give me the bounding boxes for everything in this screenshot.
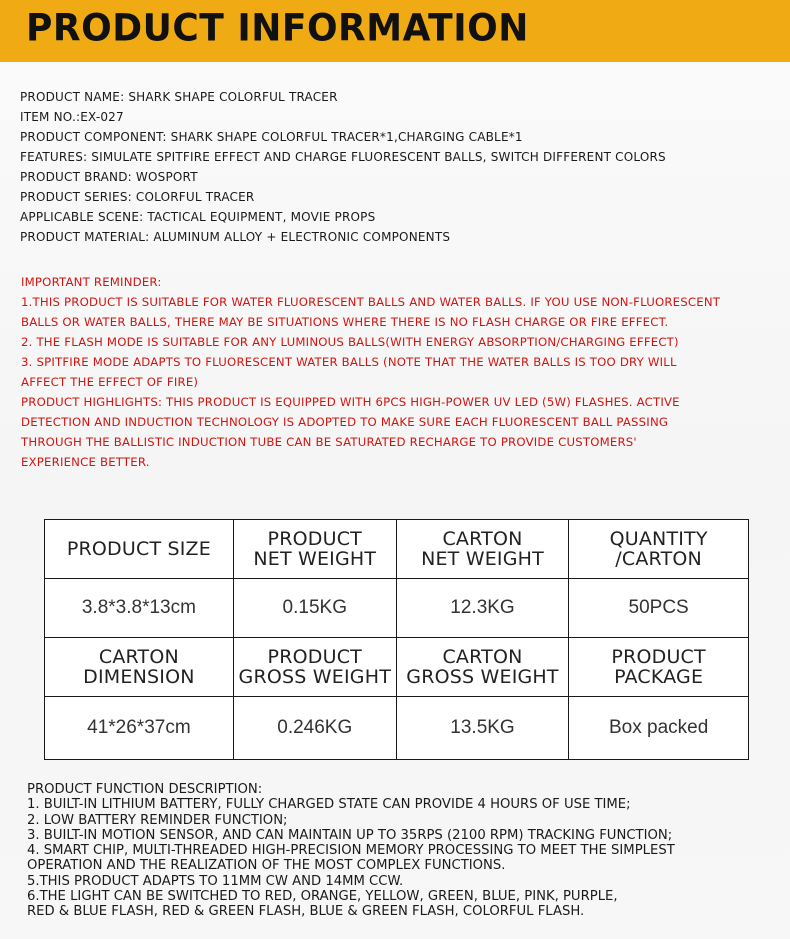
function-line: RED & BLUE FLASH, RED & GREEN FLASH, BLUE & GREEN FLASH, COLORFUL FLASH. [27,904,585,920]
spec-header-row [45,638,749,697]
function-description [27,782,675,920]
function-line: PRODUCT FUNCTION DESCRIPTION: [27,782,263,797]
function-line: 2. LOW BATTERY REMINDER FUNCTION; [27,812,288,828]
header-product-package [569,638,749,697]
function-line: 5.THIS PRODUCT ADAPTS TO 11MM CW AND 14MM CCW. [27,873,404,889]
header-banner [0,0,790,62]
header-carton-gross-weight [396,638,569,697]
header-text: PRODUCT [267,528,362,550]
info-line-series: PRODUCT SERIES: COLORFUL TRACER [20,190,255,204]
spec-value-row [45,579,749,638]
info-line-component: PRODUCT COMPONENT: SHARK SHAPE COLORFUL TRACER*1,CHARGING CABLE*1 [20,130,523,144]
product-info-list [20,87,666,247]
header-product-net-weight [233,520,396,579]
page-title: PRODUCT INFORMATION [26,6,529,51]
reminder-line: AFFECT THE EFFECT OF FIRE) [21,375,199,389]
function-line: OPERATION AND THE REALIZATION OF THE MOST COMPLEX FUNCTIONS. [27,858,506,874]
header-text: PRODUCT SIZE [66,538,211,560]
info-line-material: PRODUCT MATERIAL: ALUMINUM ALLOY + ELECTRONIC COMPONENTS [20,230,451,244]
spec-value-row [45,697,749,760]
spec-table [44,519,749,760]
function-line: 4. SMART CHIP, MULTI-THREADED HIGH-PRECISION MEMORY PROCESSING TO MEET THE SIMPLEST [27,843,675,859]
header-product-size [45,520,234,579]
info-line-name: PRODUCT NAME: SHARK SHAPE COLORFUL TRACER [20,90,338,104]
reminder-line: 3. SPITFIRE MODE ADAPTS TO FLUORESCENT WATER BALLS (NOTE THAT THE WATER BALLS IS TOO DRY WILL [21,355,677,369]
reminder-line: PRODUCT HIGHLIGHTS: THIS PRODUCT IS EQUIPPED WITH 6PCS HIGH-POWER UV LED (5W) FLASHES. ACTIVE [21,395,680,409]
value-product-net-weight: 0.15KG [233,579,396,638]
header-text: GROSS WEIGHT [406,666,559,688]
header-quantity-carton [569,520,749,579]
header-text: PRODUCT [267,646,362,668]
reminder-line: DETECTION AND INDUCTION TECHNOLOGY IS ADOPTED TO MAKE SURE EACH FLUORESCENT BALL PASSING [21,415,669,429]
spec-header-row [45,520,749,579]
header-text: DIMENSION [83,666,195,688]
value-carton-dimension: 41*26*37cm [45,697,234,760]
function-line: 3. BUILT-IN MOTION SENSOR, AND CAN MAINTAIN UP TO 35RPS (2100 RPM) TRACKING FUNCTION; [27,827,673,843]
info-line-features: FEATURES: SIMULATE SPITFIRE EFFECT AND CHARGE FLUORESCENT BALLS, SWITCH DIFFERENT COLORS [20,150,666,164]
header-text: /CARTON [615,548,702,570]
info-line-brand: PRODUCT BRAND: WOSPORT [20,170,198,184]
value-quantity-carton: 50PCS [569,579,749,638]
header-text: PRODUCT [611,646,706,668]
reminder-line: EXPERIENCE BETTER. [21,455,150,469]
reminder-line: BALLS OR WATER BALLS, THERE MAY BE SITUATIONS WHERE THERE IS NO FLASH CHARGE OR FIRE EFFECT. [21,315,669,329]
header-text: QUANTITY [609,528,708,550]
header-text: NET WEIGHT [421,548,544,570]
header-text: GROSS WEIGHT [238,666,391,688]
info-line-item-no: ITEM NO.:EX-027 [20,110,124,124]
function-line: 1. BUILT-IN LITHIUM BATTERY, FULLY CHARGED STATE CAN PROVIDE 4 HOURS OF USE TIME; [27,797,631,813]
value-product-gross-weight: 0.246KG [233,697,396,760]
header-text: CARTON [442,528,523,550]
reminder-line: IMPORTANT REMINDER: [21,275,162,289]
header-text: PACKAGE [614,666,704,688]
important-reminder [21,272,720,472]
header-carton-dimension [45,638,234,697]
reminder-line: 2. THE FLASH MODE IS SUITABLE FOR ANY LUMINOUS BALLS(WITH ENERGY ABSORPTION/CHARGING EFFECT) [21,335,679,349]
value-carton-gross-weight: 13.5KG [396,697,569,760]
header-text: CARTON [98,646,179,668]
function-line: 6.THE LIGHT CAN BE SWITCHED TO RED, ORANGE, YELLOW, GREEN, BLUE, PINK, PURPLE, [27,889,618,905]
value-product-package: Box packed [569,697,749,760]
reminder-line: 1.THIS PRODUCT IS SUITABLE FOR WATER FLUORESCENT BALLS AND WATER BALLS. IF YOU USE NON-FLUORESCENT [21,295,721,309]
value-product-size: 3.8*3.8*13cm [45,579,234,638]
header-text: NET WEIGHT [253,548,377,570]
value-carton-net-weight: 12.3KG [396,579,569,638]
header-carton-net-weight [396,520,569,579]
header-text: CARTON [442,646,523,668]
header-product-gross-weight [233,638,396,697]
info-line-scene: APPLICABLE SCENE: TACTICAL EQUIPMENT, MOVIE PROPS [20,210,376,224]
reminder-line: THROUGH THE BALLISTIC INDUCTION TUBE CAN BE SATURATED RECHARGE TO PROVIDE CUSTOMERS' [21,435,637,449]
